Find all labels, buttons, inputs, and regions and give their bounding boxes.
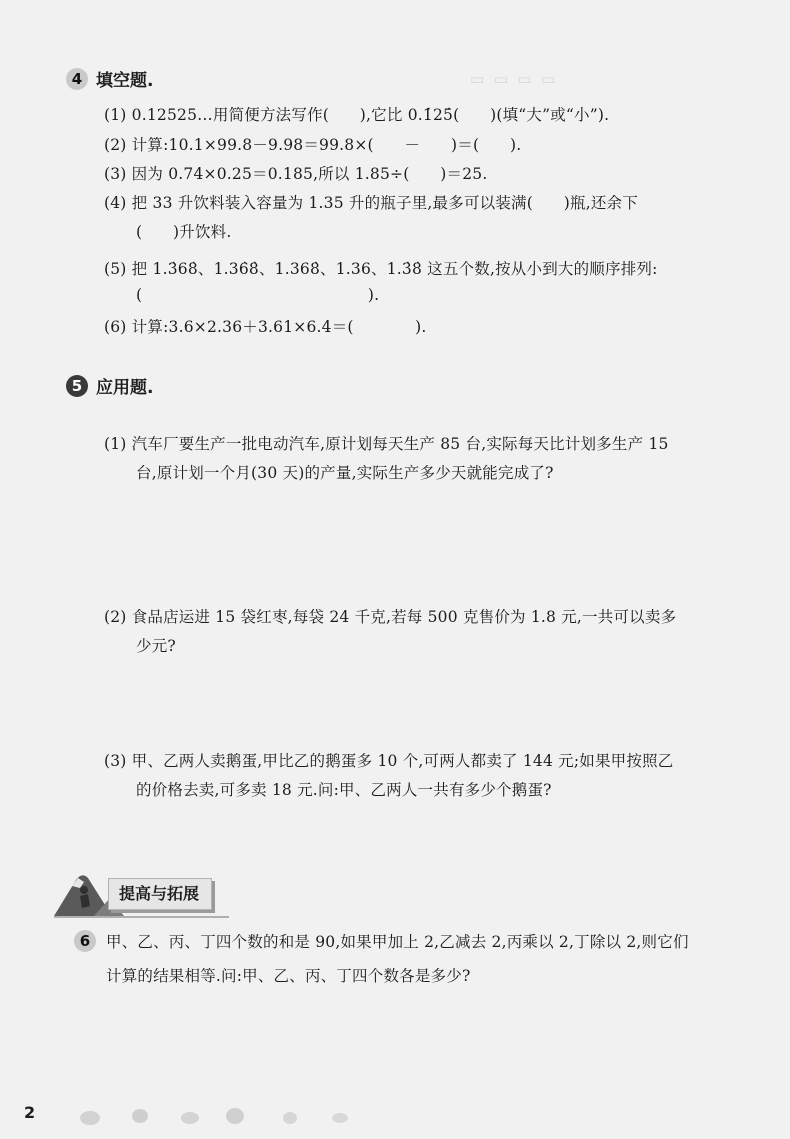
question-line: 甲、乙、丙、丁四个数的和是 90,如果甲加上 2,乙减去 2,丙乘以 2,丁除以 2,则它们: [106, 933, 689, 951]
section-5-header: [66, 373, 153, 398]
section-4-header: [66, 66, 153, 91]
footer-decoration: [40, 1098, 400, 1128]
question-line: (1) 汽车厂要生产一批电动汽车,原计划每天生产 85 台,实际每天比计划多生产 15: [104, 435, 669, 453]
question-line: 计算的结果相等.问:甲、乙、丙、丁四个数各是多少?: [106, 967, 471, 985]
question-line: 的价格去卖,可多卖 18 元.问:甲、乙两人一共有多少个鹅蛋?: [136, 781, 552, 799]
question-line: ( )升饮料.: [136, 223, 232, 241]
question-line: 少元?: [136, 637, 176, 655]
question-line: (2) 计算:10.1×99.8－9.98＝99.8×( － )＝( ).: [104, 136, 522, 154]
section-number-badge: 5: [66, 375, 88, 397]
question-line: 台,原计划一个月(30 天)的产量,实际生产多少天就能完成了?: [136, 464, 554, 482]
extension-banner: 提高与拓展: [108, 878, 212, 910]
question-line: (1) 0.12525…用简便方法写作( ),它比 0.1̇25̇( )(填“大”或“小”).: [104, 106, 610, 124]
question-line: (5) 把 1.3̇68̇、1.36̇8̇、1.368̇、1.36、1.3̇8̇ 这五个数,按从小到大的顺序排列:: [104, 260, 658, 278]
section-title: 填空题.: [96, 71, 154, 91]
question-line: (2) 食品店运进 15 袋红枣,每袋 24 千克,若每 500 克售价为 1.8 元,一共可以卖多: [104, 608, 677, 626]
section-number-badge: 4: [66, 68, 88, 90]
question-line: (3) 因为 0.74×0.25＝0.185,所以 1.85÷( )＝25.: [104, 165, 488, 183]
bleed-through-text: ▭ ▭ ▭ ▭: [470, 70, 556, 88]
question-line: (3) 甲、乙两人卖鹅蛋,甲比乙的鹅蛋多 10 个,可两人都卖了 144 元;如果甲按照乙: [104, 752, 674, 770]
section-number-badge: 6: [74, 930, 96, 952]
question-line: ( ).: [136, 286, 380, 304]
question-line: (6) 计算:3.6×2.36＋3.61×6.4＝( ).: [104, 318, 427, 336]
section-title: 应用题.: [96, 378, 154, 398]
page-number: 2: [24, 1103, 36, 1122]
question-line: (4) 把 33 升饮料装入容量为 1.35 升的瓶子里,最多可以装满( )瓶,还余下: [104, 194, 638, 212]
section-6-header: [74, 930, 96, 952]
